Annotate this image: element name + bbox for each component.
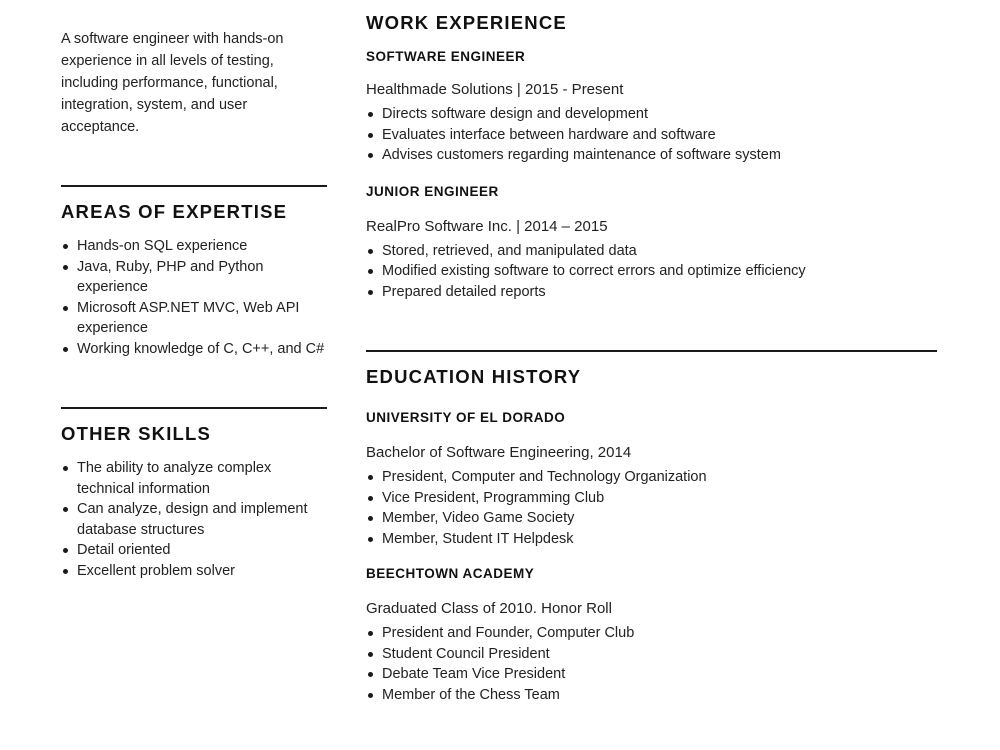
list-item: Evaluates interface between hardware and software xyxy=(366,125,937,146)
left-column xyxy=(61,28,327,581)
bullet-icon xyxy=(63,466,68,471)
list-item: Hands-on SQL experience xyxy=(61,236,327,257)
bullet-icon xyxy=(63,265,68,270)
job-company-dates: RealPro Software Inc. | 2014 – 2015 xyxy=(366,217,608,235)
list-item: Modified existing software to correct errors and optimize efficiency xyxy=(366,261,937,282)
list-item: Java, Ruby, PHP and Python experience xyxy=(61,257,327,298)
list-item: Microsoft ASP.NET MVC, Web API experience xyxy=(61,298,327,339)
list-item: Excellent problem solver xyxy=(61,561,327,582)
job-title: SOFTWARE ENGINEER xyxy=(366,49,526,64)
bullet-icon xyxy=(63,347,68,352)
education-history-heading: EDUCATION HISTORY xyxy=(366,366,582,387)
list-item: Member, Student IT Helpdesk xyxy=(366,529,937,550)
bullet-icon xyxy=(368,516,373,521)
bullet-icon xyxy=(368,631,373,636)
other-skills-list xyxy=(61,458,327,581)
list-item: Detail oriented xyxy=(61,540,327,561)
school-entry xyxy=(366,566,937,705)
list-item: Student Council President xyxy=(366,644,937,665)
list-item: President, Computer and Technology Organization xyxy=(366,467,937,488)
bullet-icon xyxy=(368,693,373,698)
profile-summary: A software engineer with hands-on experience in all levels of testing, including performance, functional, integration, system, and user acceptance. xyxy=(61,31,284,135)
list-item: Member, Video Game Society xyxy=(366,508,937,529)
school-name: UNIVERSITY OF EL DORADO xyxy=(366,410,566,425)
bullet-icon xyxy=(368,112,373,117)
list-item: Can analyze, design and implement database structures xyxy=(61,499,327,540)
work-experience-heading: WORK EXPERIENCE xyxy=(366,12,567,33)
job-duties xyxy=(366,104,937,166)
right-column xyxy=(366,12,937,705)
job-entry xyxy=(366,49,937,166)
list-item: Directs software design and development xyxy=(366,104,937,125)
other-skills-heading: OTHER SKILLS xyxy=(61,423,212,444)
expertise-heading: AREAS OF EXPERTISE xyxy=(61,201,288,222)
list-item: Stored, retrieved, and manipulated data xyxy=(366,241,937,262)
bullet-icon xyxy=(63,548,68,553)
list-item: Prepared detailed reports xyxy=(366,282,937,303)
bullet-icon xyxy=(368,672,373,677)
school-activities xyxy=(366,467,937,549)
school-name: BEECHTOWN ACADEMY xyxy=(366,566,535,581)
bullet-icon xyxy=(63,244,68,249)
list-item: The ability to analyze complex technical information xyxy=(61,458,327,499)
job-title: JUNIOR ENGINEER xyxy=(366,183,499,199)
bullet-icon xyxy=(63,507,68,512)
list-item: Vice President, Programming Club xyxy=(366,488,937,509)
bullet-icon xyxy=(368,290,373,295)
list-item: Debate Team Vice President xyxy=(366,664,937,685)
list-item: Member of the Chess Team xyxy=(366,685,937,706)
school-degree: Bachelor of Software Engineering, 2014 xyxy=(366,444,632,461)
job-duties xyxy=(366,241,937,303)
list-item: President and Founder, Computer Club xyxy=(366,623,937,644)
bullet-icon xyxy=(63,306,68,311)
bullet-icon xyxy=(368,269,373,274)
skills-divider xyxy=(61,407,327,409)
bullet-icon xyxy=(368,496,373,501)
expertise-list xyxy=(61,236,327,359)
bullet-icon xyxy=(368,475,373,480)
bullet-icon xyxy=(368,652,373,657)
job-entry xyxy=(366,184,937,303)
bullet-icon xyxy=(368,537,373,542)
school-degree: Graduated Class of 2010. Honor Roll xyxy=(366,600,612,617)
bullet-icon xyxy=(368,133,373,138)
bullet-icon xyxy=(368,249,373,254)
expertise-divider xyxy=(61,185,327,187)
bullet-icon xyxy=(368,153,373,158)
bullet-icon xyxy=(63,569,68,574)
school-activities xyxy=(366,623,937,705)
job-company-dates: Healthmade Solutions | 2015 - Present xyxy=(366,81,624,98)
school-entry xyxy=(366,410,937,549)
education-divider xyxy=(366,350,937,352)
list-item: Working knowledge of C, C++, and C# xyxy=(61,339,327,360)
list-item: Advises customers regarding maintenance of software system xyxy=(366,145,937,166)
